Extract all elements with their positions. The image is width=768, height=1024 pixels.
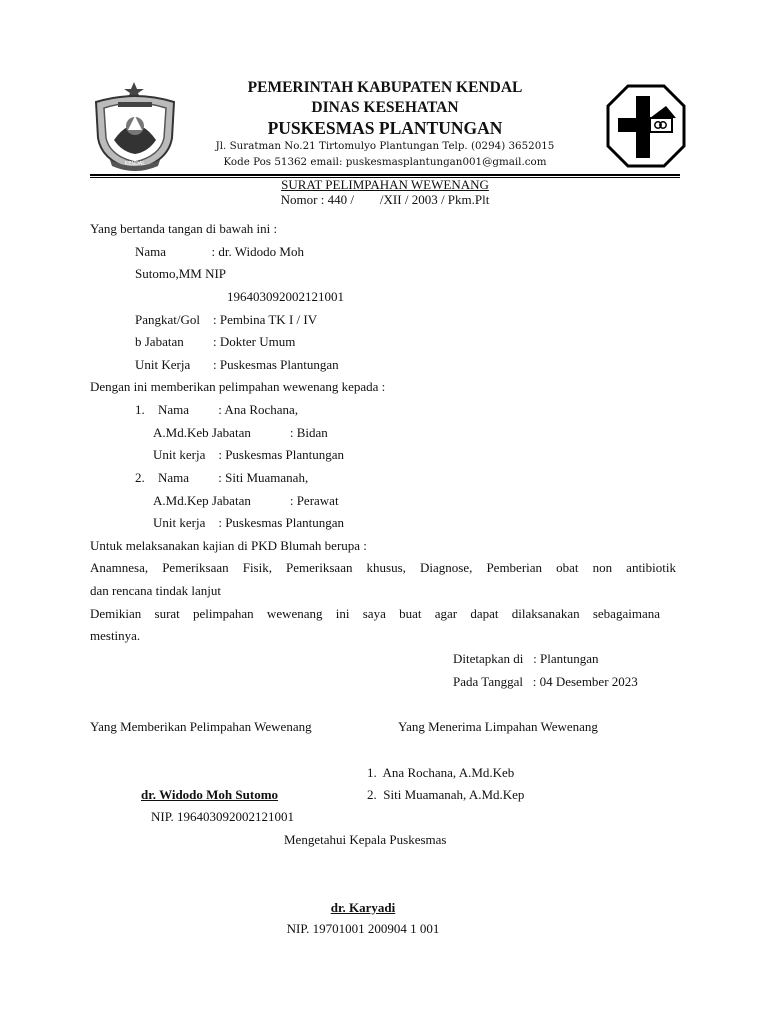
recipient-2-position: A.Md.Kep Jabatan : Perawat (153, 493, 339, 508)
giver-position: b Jabatan : Dokter Umum (135, 334, 296, 349)
recipient-2-number: 2. (135, 470, 145, 485)
recipient-1-name: Nama : Ana Rochana, (158, 402, 299, 417)
receiver-signature-2: 2. Siti Muamanah, A.Md.Kep (367, 787, 525, 802)
letter-number: Nomor : 440 / /XII / 2003 / Pkm.Plt (280, 192, 490, 207)
puskesmas-logo (606, 84, 686, 168)
recipient-2-unit: Unit kerja : Puskesmas Plantungan (153, 515, 345, 530)
closing-line-1: Demikian surat pelimpahan wewenang ini saya buat agar dapat dilaksanakan sebagaimana (90, 606, 660, 621)
giver-signature-label: Yang Memberikan Pelimpahan Wewenang (90, 719, 312, 734)
giver-signature-name: dr. Widodo Moh Sutomo (141, 787, 279, 802)
intro-text: Yang bertanda tangan di bawah ini : (90, 221, 278, 236)
giver-signature-nip: NIP. 196403092002121001 (151, 809, 295, 824)
transfer-statement: Dengan ini memberikan pelimpahan wewenang kepada : (90, 379, 386, 394)
recipient-2-name: Nama : Siti Muamanah, (158, 470, 309, 485)
recipient-1-unit: Unit kerja : Puskesmas Plantungan (153, 447, 345, 462)
issued-place: Ditetapkan di : Plantungan (453, 651, 599, 666)
giver-unit: Unit Kerja : Puskesmas Plantungan (135, 357, 339, 372)
tasks-line-2: dan rencana tindak lanjut (90, 583, 222, 598)
acknowledge-label: Mengetahui Kepala Puskesmas (284, 832, 447, 847)
recipient-1-number: 1. (135, 402, 145, 417)
giver-rank: Pangkat/Gol : Pembina TK I / IV (135, 312, 318, 327)
header-department: DINAS KESEHATAN (311, 99, 459, 116)
tasks-line-1: Anamnesa, Pemeriksaan Fisik, Pemeriksaan khusus, Diagnose, Pemberian obat non antibiotik (90, 560, 676, 575)
closing-line-2: mestinya. (90, 628, 141, 643)
head-signature-nip: NIP. 19701001 200904 1 001 (286, 921, 440, 936)
head-signature-name: dr. Karyadi (330, 900, 396, 915)
issued-date: Pada Tanggal : 04 Desember 2023 (453, 674, 638, 689)
purpose-text: Untuk melaksanakan kajian di PKD Blumah berupa : (90, 538, 367, 553)
svg-text:KENDAL: KENDAL (124, 161, 146, 167)
giver-nip-label: Sutomo,MM NIP (135, 266, 227, 281)
header-government: PEMERINTAH KABUPATEN KENDAL (247, 79, 523, 96)
receiver-signature-1: 1. Ana Rochana, A.Md.Keb (367, 765, 515, 780)
letter-title: SURAT PELIMPAHAN WEWENANG (281, 177, 489, 192)
receiver-signature-label: Yang Menerima Limpahan Wewenang (398, 719, 598, 734)
kendal-regency-emblem (88, 80, 182, 174)
header-rule-thick (90, 174, 680, 176)
header-puskesmas: PUSKESMAS PLANTUNGAN (267, 118, 503, 138)
header-postal-email: Kode Pos 51362 email: puskesmasplantungan001@gmail.com (223, 156, 547, 168)
recipient-1-position: A.Md.Keb Jabatan : Bidan (153, 425, 328, 440)
giver-nip-value: 196403092002121001 (227, 289, 344, 304)
header-address: Jl. Suratman No.21 Tirtomulyo Plantungan Telp. (0294) 3652015 (215, 140, 555, 152)
giver-name-line: Nama : dr. Widodo Moh (135, 244, 304, 259)
